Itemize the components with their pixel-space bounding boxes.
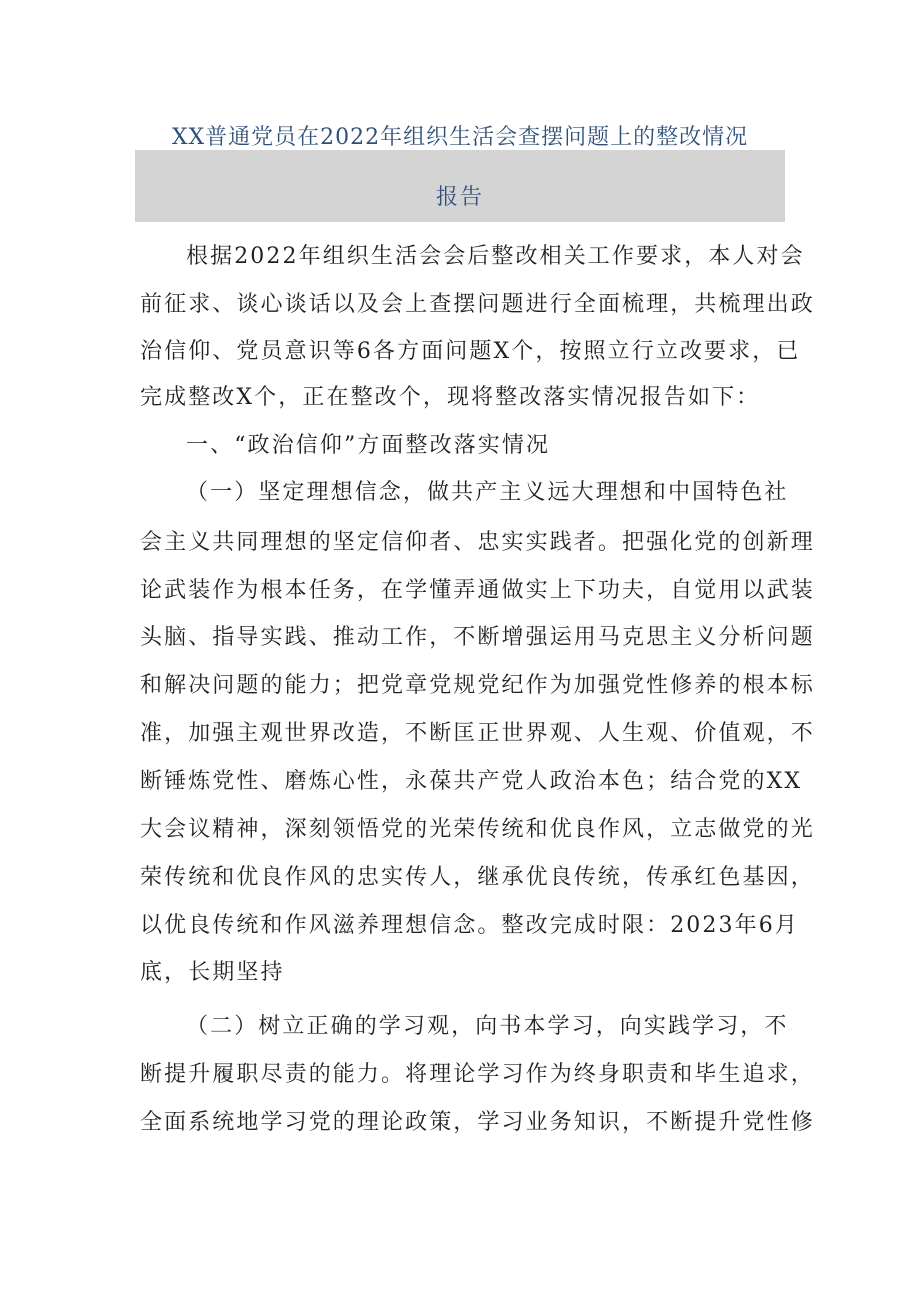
paragraph-line: 荣传统和优良作风的忠实传人，继承优良传统，传承红色基因，: [140, 865, 815, 890]
paragraph-line: 全面系统地学习党的理论政策，学习业务知识，不断提升党性修: [140, 1110, 815, 1135]
document-title-continued: 报告: [435, 185, 484, 210]
paragraph-line: 底，长期坚持: [140, 960, 285, 985]
paragraph-line: 根据2022年组织生活会会后整改相关工作要求，本人对会: [186, 244, 805, 269]
paragraph-line: 和解决问题的能力；把党章党规党纪作为加强党性修养的根本标: [140, 673, 815, 698]
paragraph-line: 头脑、指导实践、推动工作，不断增强运用马克思主义分析问题: [140, 625, 815, 650]
paragraph-line: 以优良传统和作风滋养理想信念。整改完成时限：2023年6月: [140, 913, 799, 938]
paragraph-line: 前征求、谈心谈话以及会上查摆问题进行全面梳理，共梳理出政: [140, 292, 815, 317]
paragraph-line: 完成整改X个，正在整改个，现将整改落实情况报告如下：: [140, 385, 761, 410]
paragraph-line: 论武装作为根本任务，在学懂弄通做实上下功夫，自觉用以武装: [140, 578, 815, 603]
paragraph-line: 断提升履职尽责的能力。将理论学习作为终身职责和毕生追求，: [140, 1062, 815, 1087]
paragraph-line: 治信仰、党员意识等6各方面问题X个，按照立行立改要求，已: [140, 339, 801, 364]
paragraph-line: 大会议精神，深刻领悟党的光荣传统和优良作风，立志做党的光: [140, 817, 815, 842]
paragraph-line: 一、“政治信仰”方面整改落实情况: [186, 433, 551, 458]
document-title: XX普通党员在2022年组织生活会查摆问题上的整改情况: [171, 125, 749, 150]
paragraph-line: 准，加强主观世界改造，不断匡正世界观、人生观、价值观，不: [140, 721, 815, 746]
paragraph-line: （二）树立正确的学习观，向书本学习，向实践学习，不: [186, 1014, 789, 1039]
paragraph-line: 会主义共同理想的坚定信仰者、忠实实践者。把强化党的创新理: [140, 530, 815, 555]
paragraph-line: 断锤炼党性、磨炼心性，永葆共产党人政治本色；结合党的XX: [140, 769, 803, 794]
paragraph-line: （一）坚定理想信念，做共产主义远大理想和中国特色社: [186, 480, 789, 505]
